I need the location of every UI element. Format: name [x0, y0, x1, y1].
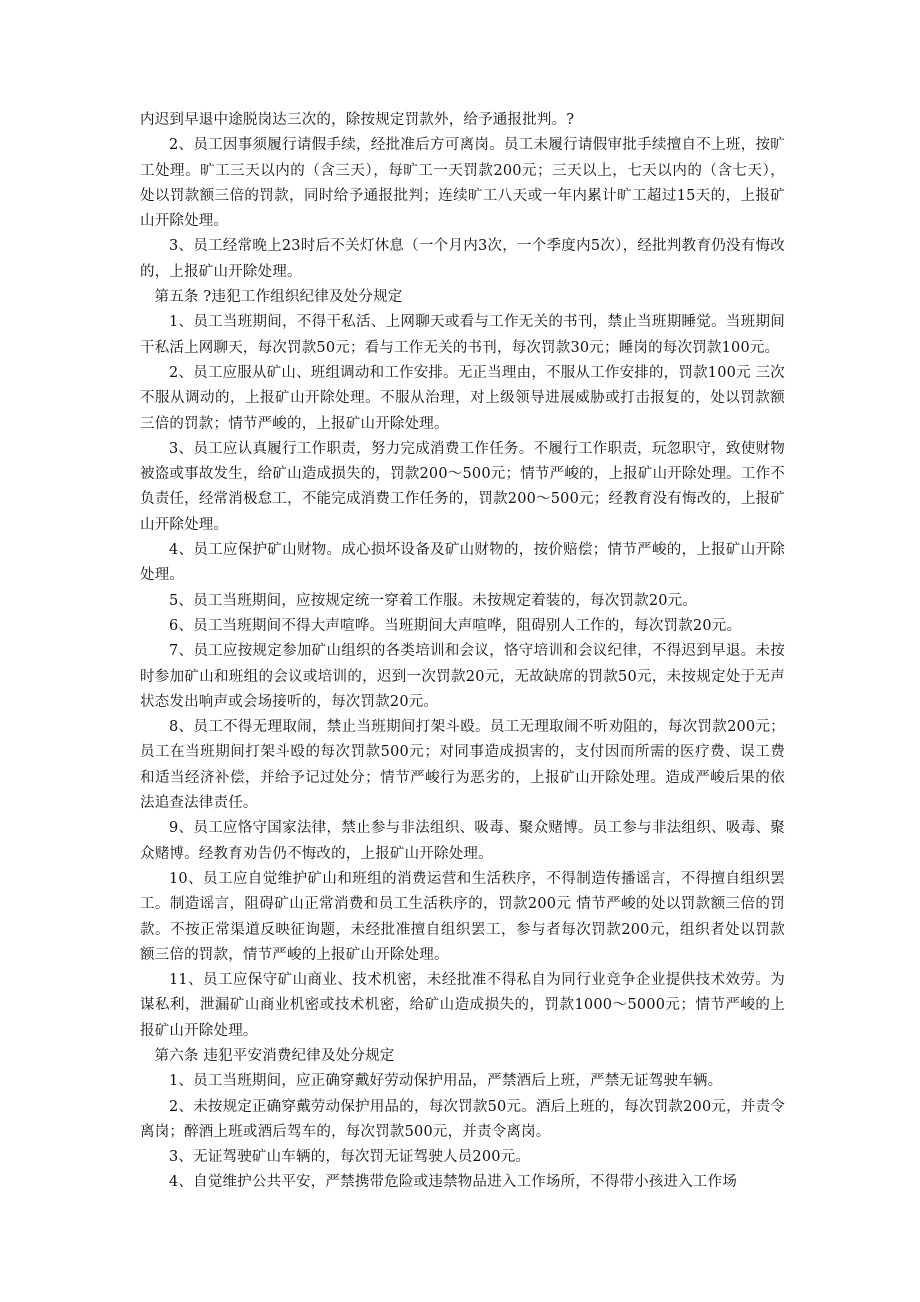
paragraph-article5-item2: 2、员工应服从矿山、班组调动和工作安排。无正当理由，不服从工作安排的，罚款100元 三次不服从调动的，上报矿山开除处理。不服从治理，对上级领导进展威胁或打击报复的，处以罚款额三倍的罚款；情节严峻的，上报矿山开除处理。: [140, 364, 785, 432]
paragraph-article5-item1: 1、员工当班期间，不得干私活、上网聊天或看与工作无关的书刊，禁止当班期睡觉。当班期间干私活上网聊天，每次罚款50元；看与工作无关的书刊，每次罚款30元；睡岗的每次罚款100元。: [140, 314, 785, 356]
paragraph-article5-item3: 3、员工应认真履行工作职责，努力完成消费工作任务。不履行工作职责，玩忽职守，致使财物被盗或事故发生，给矿山造成损失的，罚款200～500元；情节严峻的，上报矿山开除处理。工作不负责任，经常消极怠工，不能完成消费工作任务的，罚款200～500元；经教育没有悔改的，上报矿山开除处理。: [140, 440, 785, 533]
section-heading-article6: 第六条 违犯平安消费纪律及处分规定: [154, 1047, 395, 1064]
paragraph-article5-item7: 7、员工应按规定参加矿山组织的各类培训和会议，恪守培训和会议纪律，不得迟到早退。未按时参加矿山和班组的会议或培训的，迟到一次罚款20元，无故缺席的罚款50元，未按规定处于无声状态发出响声或会场接听的，每次罚款20元。: [140, 643, 785, 710]
paragraph-article6-item4: 4、自觉维护公共平安，严禁携带危险或违禁物品进入工作场所，不得带小孩进入工作场: [169, 1174, 738, 1191]
paragraph-article5-item9: 9、员工应恪守国家法律，禁止参与非法组织、吸毒、聚众赌博。员工参与非法组织、吸毒、聚众赌博。经教育劝告仍不悔改的，上报矿山开除处理。: [140, 820, 785, 862]
paragraph-article5-item11: 11、员工应保守矿山商业、技术机密，未经批准不得私自为同行业竞争企业提供技术效劳。为谋私利，泄漏矿山商业机密或技术机密，给矿山造成损失的，罚款1000～5000元；情节严峻的上报矿山开除处理。: [140, 972, 785, 1039]
paragraph-article5-item8: 8、员工不得无理取闹，禁止当班期间打架斗殴。员工无理取闹不听劝阻的，每次罚款200元；员工在当班期间打架斗殴的每次罚款500元；对同事造成损害的，支付因而所需的医疗费、误工费和适当经济补偿，并给予记过处分；情节严峻行为恶劣的，上报矿山开除处理。造成严峻后果的依法追查法律责任。: [140, 719, 785, 812]
paragraph-article6-item2: 2、未按规定正确穿戴劳动保护用品的，每次罚款50元。酒后上班的，每次罚款200元，并责令离岗；醉酒上班或酒后驾车的，每次罚款500元，并责令离岗。: [140, 1098, 785, 1140]
paragraph-continuation: 内迟到早退中途脱岗达三次的，除按规定罚款外，给予通报批判。?: [140, 112, 575, 128]
paragraph-article6-item3: 3、无证驾驶矿山车辆的，每次罚无证驾驶人员200元。: [169, 1149, 531, 1166]
document-page: [140, 108, 785, 1196]
paragraph-article6-item1: 1、员工当班期间，应正确穿戴好劳动保护用品，严禁酒后上班，严禁无证驾驶车辆。: [169, 1073, 723, 1090]
paragraph-article4-item3: 3、员工经常晚上23时后不关灯休息（一个月内3次，一个季度内5次），经批判教育仍没有悔改的，上报矿山开除处理。: [140, 238, 785, 280]
paragraph-article5-item6: 6、员工当班期间不得大声喧哗。当班期间大声喧哗，阻碍别人工作的，每次罚款20元。: [169, 617, 742, 634]
paragraph-article5-item4: 4、员工应保护矿山财物。成心损坏设备及矿山财物的，按价赔偿；情节严峻的，上报矿山开除处理。: [140, 542, 785, 584]
paragraph-article5-item5: 5、员工当班期间，应按规定统一穿着工作服。未按规定着装的，每次罚款20元。: [169, 592, 698, 609]
paragraph-article4-item2: 2、员工因事须履行请假手续，经批准后方可离岗。员工未履行请假审批手续擅自不上班，按旷工处理。旷工三天以内的（含三天），每旷工一天罚款200元；三天以上，七天以内的（含七天），处以罚款额三倍的罚款，同时给予通报批判；连续旷工八天或一年内累计旷工超过15天的，上报矿山开除处理。: [140, 137, 785, 230]
section-heading-article5: 第五条 ?违犯工作组织纪律及处分规定: [154, 289, 403, 306]
paragraph-article5-item10: 10、员工应自觉维护矿山和班组的消费运营和生活秩序，不得制造传播谣言，不得擅自组织罢工。制造谣言，阻碍矿山正常消费和员工生活秩序的，罚款200元 情节严峻的处以罚款额三倍的罚款。不按正常渠道反映征询题，未经批准擅自组织罢工，参与者每次罚款200元，组织者处以罚款额三倍的罚款，情节严峻的上报矿山开除处理。: [140, 870, 785, 963]
